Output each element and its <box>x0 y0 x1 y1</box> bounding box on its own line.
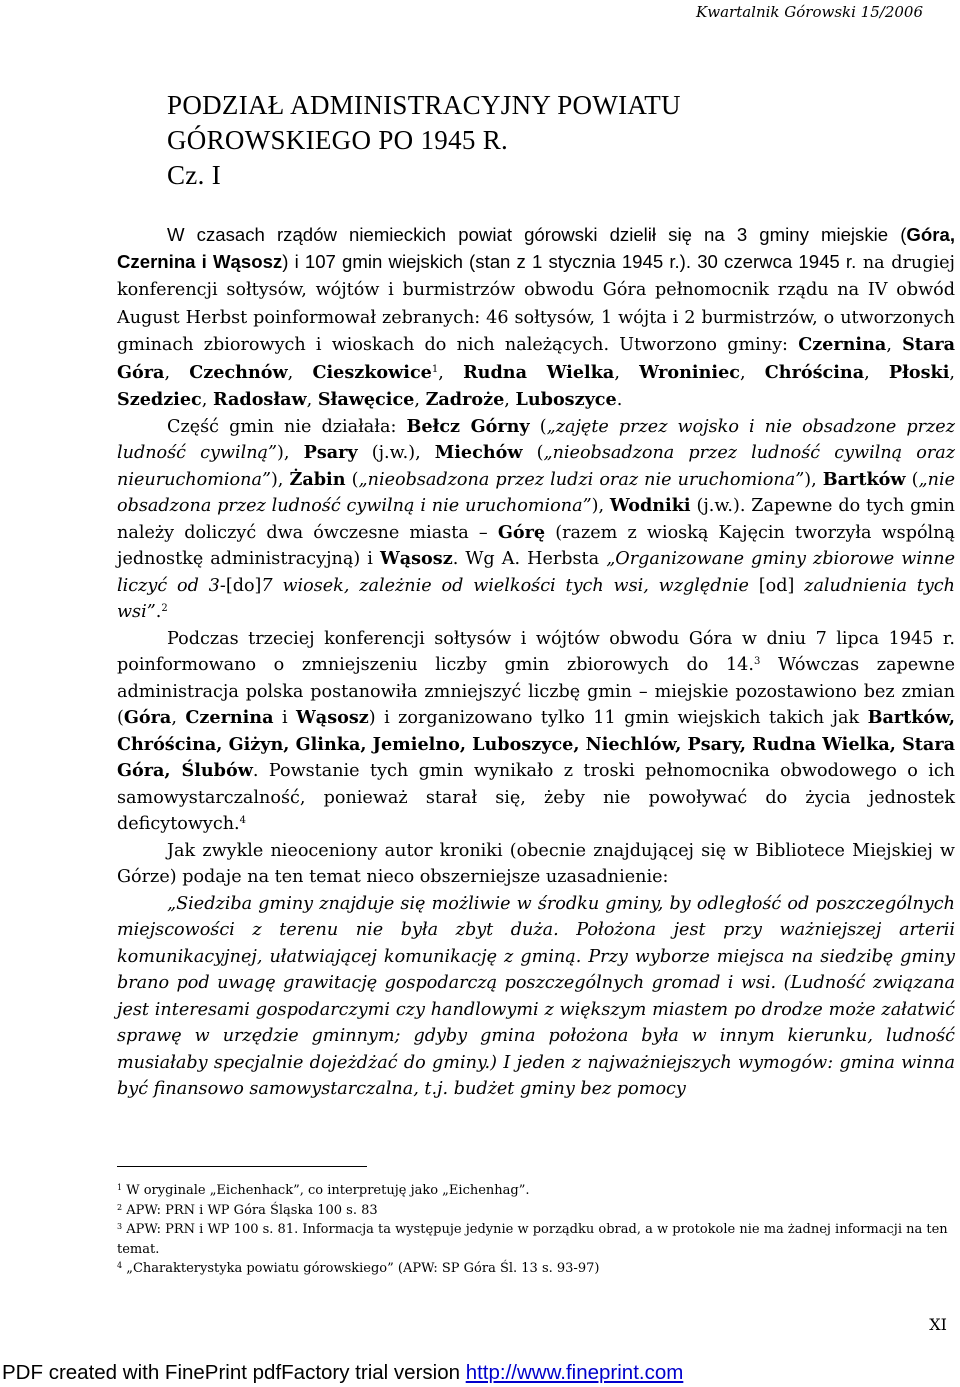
text: ), <box>277 443 304 463</box>
title-line-3: Cz. I <box>167 160 221 190</box>
gmina-name: Płoski <box>888 361 950 383</box>
paragraph-2-inline <box>117 250 956 411</box>
sep: , <box>438 362 464 383</box>
bold-text: Bartków <box>822 468 906 490</box>
text: Podczas trzeciej konferencji sołtysów i wójtów obwodu Góra w dniu 7 lipca 1945 r. poinformowano o zmniejszeniu liczby gmin zbiorowych do 14. <box>117 628 955 675</box>
gmina-name: Stara Góra <box>117 334 955 383</box>
paragraph-1 <box>117 222 955 414</box>
title-line-2: GÓROWSKIEGO PO 1945 R. <box>167 125 509 155</box>
italic-text: „Organizowane gminy zbiorowe winne liczyć od 3- <box>117 549 956 596</box>
footnote-text: „Charakterystyka powiatu górowskiego” (APW: SP Góra Śl. 13 s. 93-97) <box>122 1261 600 1276</box>
footnotes <box>117 1181 957 1279</box>
sep: , <box>414 390 426 410</box>
gmina-name: Szedziec <box>117 389 202 410</box>
italic-text: „nieobsadzona przez ludzi oraz nie uruchomiona” <box>358 469 805 490</box>
italic-text: zaludnienia tych wsi” <box>117 575 955 622</box>
chronicle-quote: „Siedziba gminy znajduje się możliwie w środku gminy, by odległość od poszczególnych miejscowości z terenu nie była zbyt duża. Położona jest przy ważniejszej arterii komunikacyjnej, ułatwiającej komunikację z gminą. Przy wyborze miejsca na siedzibę gminy brano pod uwagę grawitację gospodarczą poszczególnych gromad i wsi. (Ludność związana jest interesami gospodarczymi czy handlowymi z większym miastem po drodze może załatwić sprawę w urzędzie gminnym; gdyby gmina położona była w innym kierunku, ludność musiałaby specjalnie dojeżdżać do gminy.) I jeden z najważniejszych wymogów: gmina winna być finansowo samowystarczalna, t.j. budżet gminy bez pomocy <box>117 893 955 1099</box>
footnote-text: APW: PRN i WP 100 s. 81. Informacja ta występuje jedynie w porządku obrad, a w protokole nie ma żadnej informacji na ten temat. <box>117 1222 948 1257</box>
footnote-number: 2 <box>117 1202 123 1212</box>
text: ( <box>522 443 544 463</box>
text: (j.w.). Zapewne do tych gmin należy doliczyć dwa ówczesne miasta – <box>117 496 955 543</box>
footnote-separator <box>117 1166 367 1167</box>
footnote-3 <box>117 1220 957 1259</box>
footnote-text: W oryginale „Eichenhack”, co interpretuję jako „Eichenhag”. <box>122 1183 530 1198</box>
italic-text: 7 wiosek, zależnie od wielkości tych wsi, względnie <box>261 575 759 596</box>
bold-text: Żabin <box>289 468 346 490</box>
bold-text: Czernina <box>185 707 274 728</box>
text: Część gmin nie działała: <box>167 416 407 437</box>
text: , <box>171 708 186 728</box>
text: na drugiej konferencji sołtysów, wójtów i burmistrzów obwodu Góra pełnomocnik rządu na IV obwód August Herbst poinformował zebranych: 46 sołtysów, 1 wójta i 2 burmistrzów, o utworzonych gminach zbiorowych i wioskach do nich należących. Utworzono gminy: <box>117 252 955 355</box>
gmina-name: Sławęcice <box>317 389 415 410</box>
gmina-name: Czechnów <box>189 361 288 383</box>
sep: , <box>201 390 213 410</box>
footnote-number: 3 <box>117 1222 123 1231</box>
gmina-name: Wroniniec <box>639 361 740 383</box>
gmina-name: Rudna Wielka <box>463 361 615 383</box>
footnote-2 <box>117 1201 957 1221</box>
article-title <box>167 88 681 193</box>
bold-text: Góra, Czernina i Wąsosz <box>117 224 955 272</box>
sep: , <box>864 362 889 383</box>
footnote-ref: 2 <box>161 603 168 614</box>
bold-text: Wąsosz <box>379 548 453 569</box>
article-body <box>117 222 955 1103</box>
text: ), <box>804 469 823 490</box>
paragraph-3 <box>117 414 955 626</box>
fineprint-link[interactable]: http://www.fineprint.com <box>465 1361 684 1384</box>
gmina-name: Zadroże <box>425 389 505 410</box>
bold-text: Wodniki <box>609 495 691 516</box>
text: i <box>273 708 297 728</box>
footer-text: PDF created with FinePrint pdfFactory trial version <box>2 1361 466 1384</box>
sep: , <box>614 362 640 383</box>
footnote-ref: 3 <box>753 656 761 667</box>
text: ), <box>591 496 610 516</box>
gmina-name: Luboszyce <box>515 389 617 410</box>
text: ( <box>345 469 359 490</box>
text: . Powstanie tych gmin wynikało z troski pełnomocnika obwodowego o ich samowystarczalność, ponieważ starał się, żeby nie powoływać do życia jednostek deficytowych. <box>117 761 955 834</box>
gmina-name: Cieszkowice <box>312 361 432 383</box>
italic-text: „zajęte przez wojsko i nie obsadzone przez ludność cywilną” <box>117 416 955 463</box>
text: ) i zorganizowano tylko 11 gmin wiejskich takich jak <box>368 708 868 728</box>
bold-text: Miechów <box>434 442 523 463</box>
text: ), <box>270 469 290 490</box>
gmina-name: Radosław <box>212 389 307 410</box>
sep: , <box>287 362 313 383</box>
bold-text: Bełcz Górny <box>406 415 530 437</box>
sep: , <box>886 335 903 355</box>
bold-text: Góra <box>123 707 172 728</box>
footnote-ref: 1 <box>431 363 439 375</box>
footnote-number: 4 <box>117 1261 123 1270</box>
italic-text: „nie obsadzona przez ludność cywilną i nie uruchomiona” <box>117 469 955 516</box>
title-line-1: PODZIAŁ ADMINISTRACYJNY POWIATU <box>167 90 681 120</box>
footnote-text: APW: PRN i WP Góra Śląska 100 s. 83 <box>122 1202 378 1218</box>
bold-text: Psary <box>303 442 358 463</box>
gmina-name: Czernina <box>798 334 887 355</box>
text: ) i 107 gmin wiejskich (stan z 1 stycznia 1945 r.). 30 czerwca 1945 r. <box>282 250 857 272</box>
text: . <box>155 602 162 622</box>
bold-text: Górę <box>497 521 546 543</box>
page-number: XI <box>929 1315 947 1334</box>
footnote-number: 1 <box>117 1183 123 1192</box>
sep: , <box>306 390 318 410</box>
pdf-footer <box>2 1361 683 1385</box>
footnote-4 <box>117 1259 957 1279</box>
sep: , <box>164 362 190 383</box>
footnote-1 <box>117 1181 957 1201</box>
italic-text: „nieobsadzona przez ludność cywilną oraz nieuruchomiona” <box>117 443 955 490</box>
text: Wówczas zapewne administracja polska postanowiła zmniejszyć liczbę gmin – miejskie pozostawiono bez zmian ( <box>117 655 955 728</box>
text: ( <box>529 416 547 437</box>
paragraph-4 <box>117 626 955 838</box>
sep: , <box>739 362 765 383</box>
paragraph-5: Jak zwykle nieoceniony autor kroniki (obecnie znajdującej się w Bibliotece Miejskiej w Górze) podaje na ten temat nieco obszerniejsze uzasadnienie: <box>117 840 955 887</box>
gmina-name: Chróścina <box>764 361 865 383</box>
text: ( <box>905 469 919 490</box>
journal-header: Kwartalnik Górowski 15/2006 <box>696 3 923 21</box>
text: [od] <box>758 575 795 596</box>
text: . Wg A. Herbsta <box>452 549 607 569</box>
text: [do] <box>225 575 262 596</box>
bold-text: Bartków, Chróścina, Giżyn, Glinka, Jemielno, Luboszyce, Niechlów, Psary, Rudna Wielka, Stara Góra, Ślubów <box>117 707 956 781</box>
text: (razem z wioską Kajęcin tworzyła wspólną jednostkę administracyjną) i <box>117 522 955 569</box>
text: (j.w.), <box>357 443 435 463</box>
sep: , <box>949 362 956 383</box>
footnote-ref: 4 <box>239 815 247 826</box>
sep: , <box>504 390 516 410</box>
text: W czasach rządów niemieckich powiat górowski dzielił się na 3 gminy miejskie ( <box>167 224 907 245</box>
bold-text: Wąsosz <box>296 707 369 728</box>
sep: . <box>616 390 623 410</box>
